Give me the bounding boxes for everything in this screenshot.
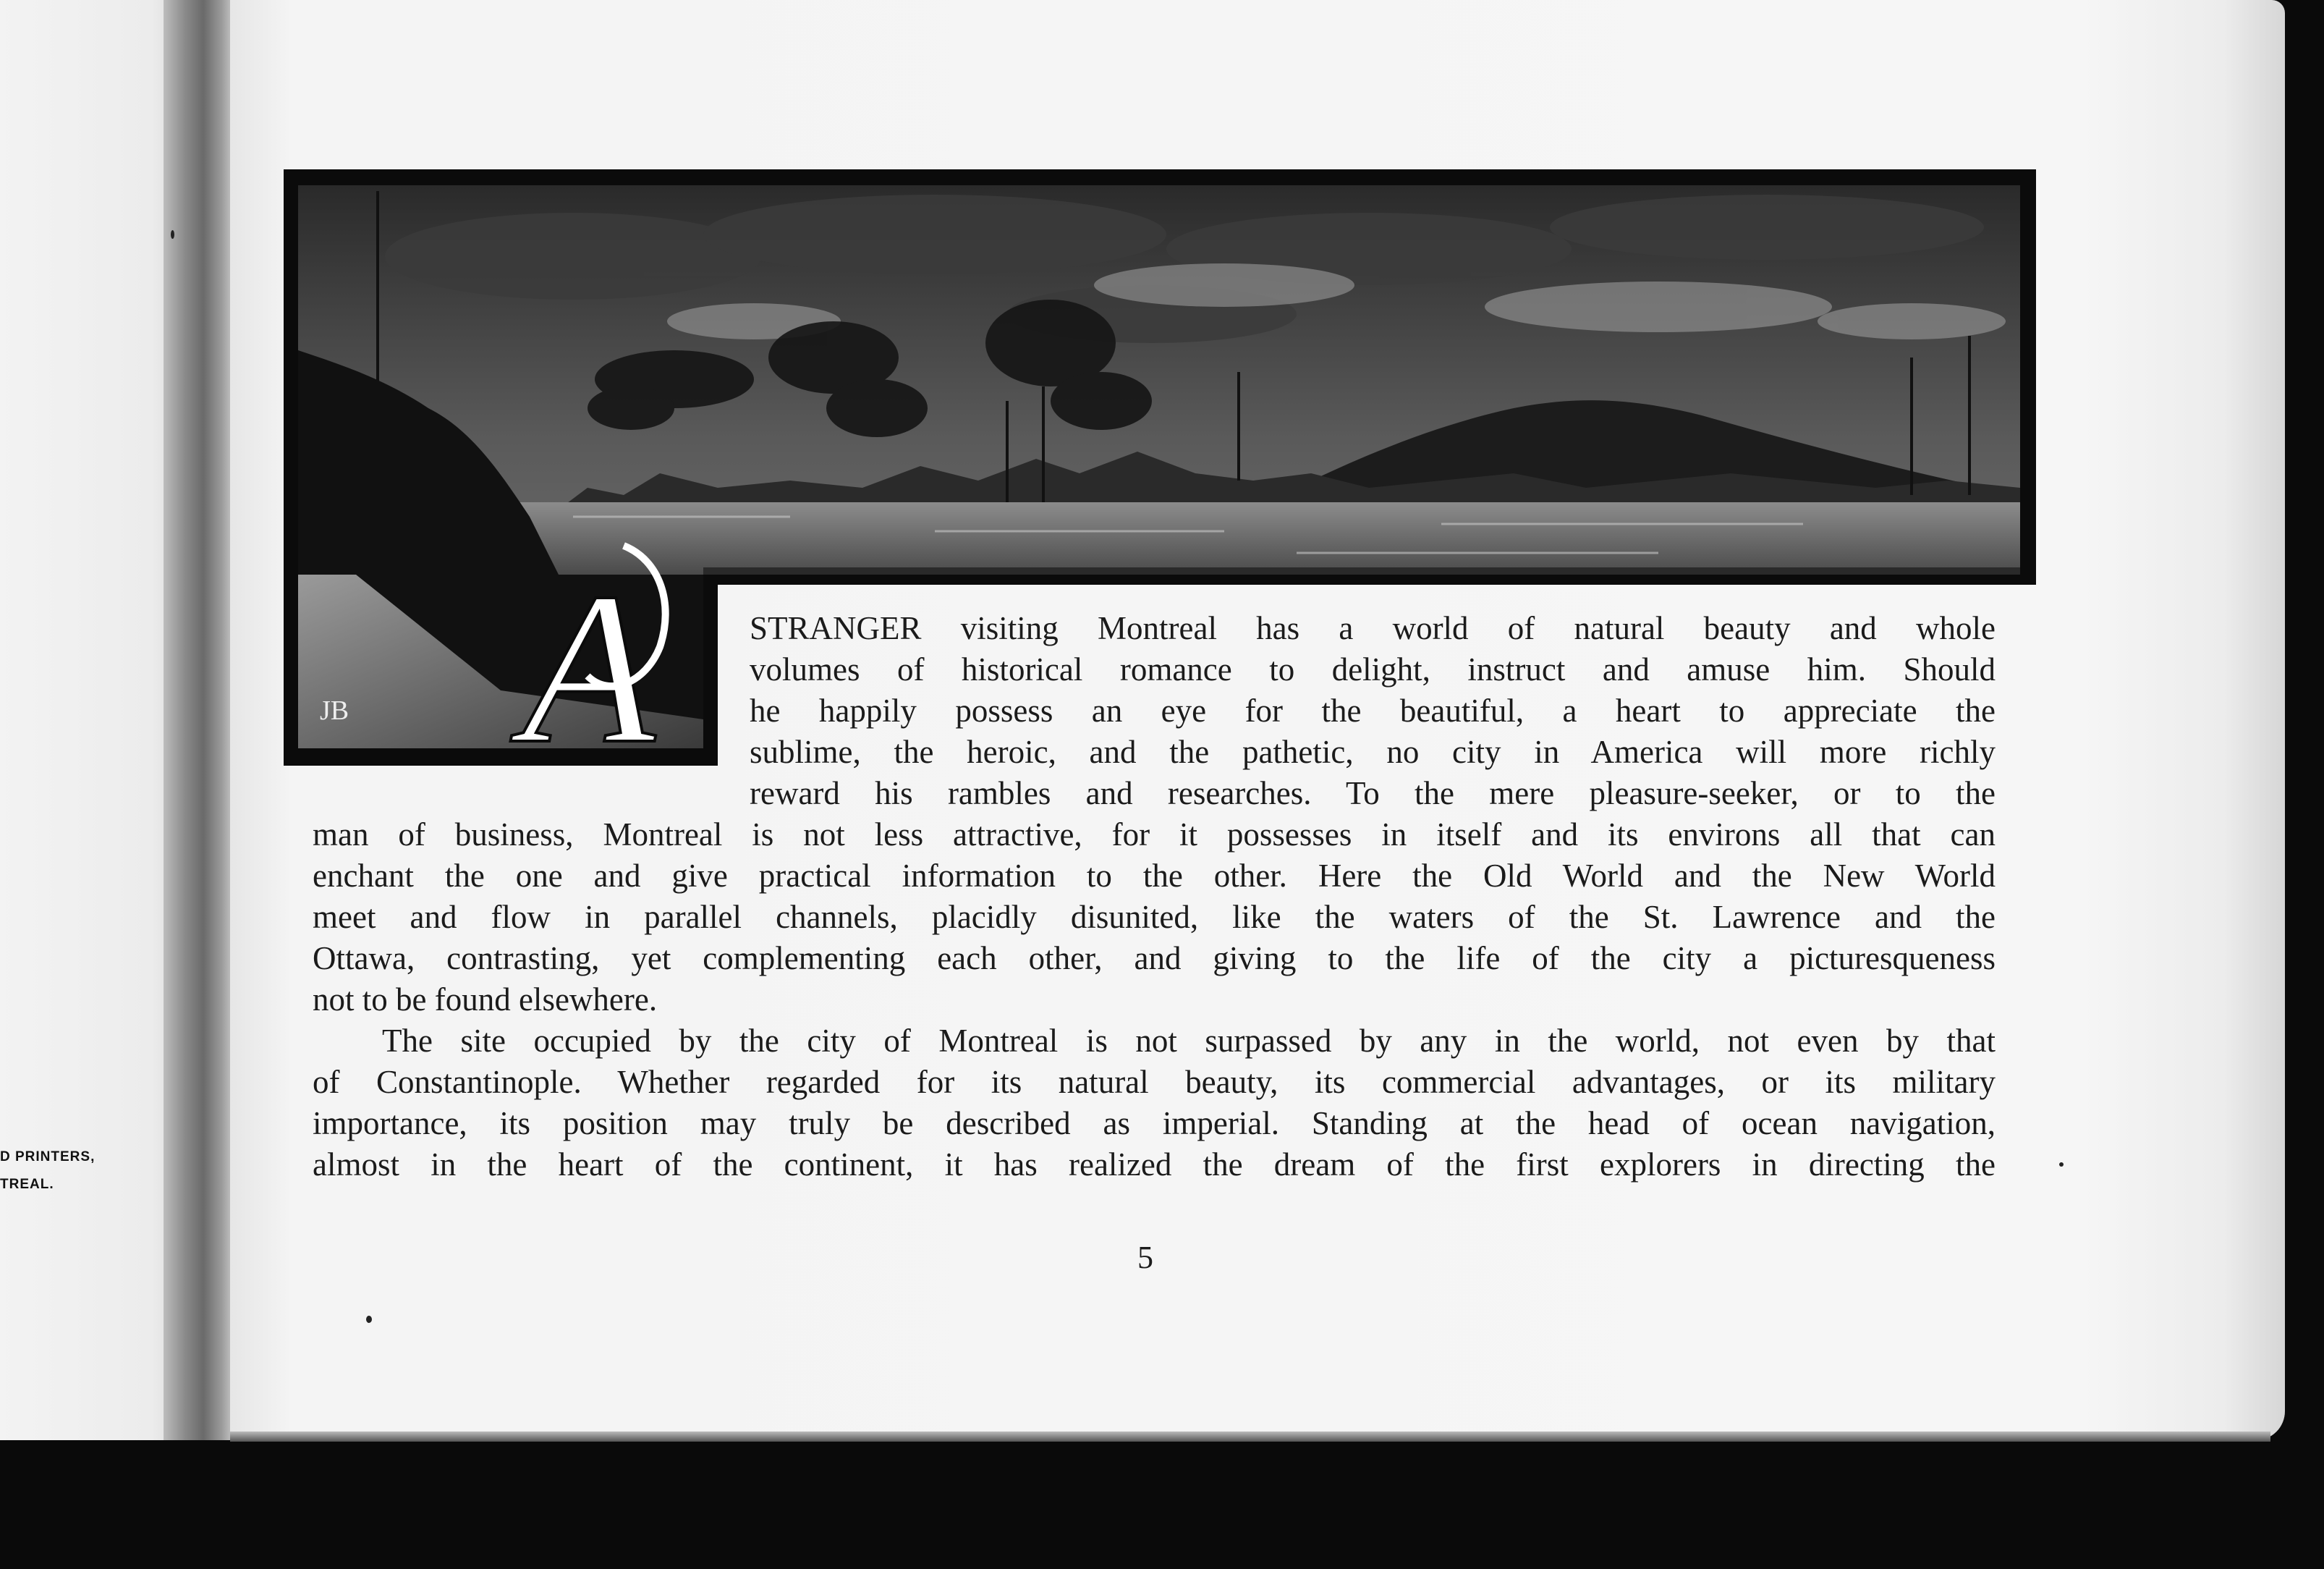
scan-speck [366,1316,372,1323]
text-line: reward his rambles and researches. To the mere pleasure-seeker, or to the [750,775,1996,811]
engraver-monogram: JB [320,695,349,726]
scan-speck [2059,1162,2064,1167]
page-edge [230,1431,2270,1442]
imprint-line: TREAL. [0,1177,54,1192]
text-line: almost in the heart of the continent, it has realized the dream of the first explorers in directing the [313,1146,1996,1183]
book-gutter [164,0,236,1440]
printer-imprint [0,1143,95,1198]
scan-speck [171,230,174,239]
paragraph-2 [313,1020,1996,1185]
text-line: STRANGER visiting Montreal has a world of natural beauty and whole [750,610,1996,646]
text-line: he happily possess an eye for the beautiful, a heart to appreciate the [750,693,1996,729]
text-line: not to be found elsewhere. [313,981,658,1018]
text-line: enchant the one and give practical information to the other. Here the Old World and the New World [313,858,1996,894]
river-water [501,502,2020,575]
text-line: sublime, the heroic, and the pathetic, no city in America will more richly [750,734,1996,770]
text-line: of Constantinople. Whether regarded for its natural beauty, its commercial advantages, or its military [313,1064,1996,1100]
text-line: The site occupied by the city of Montreal is not surpassed by any in the world, not even by that [382,1023,1996,1059]
drop-cap-letter: A [522,548,656,766]
text-line: man of business, Montreal is not less attractive, for it possesses in itself and its environs all that can [313,816,1996,853]
text-line: Ottawa, contrasting, yet complementing each other, and giving to the life of the city a picturesqueness [313,940,1996,976]
text-line: volumes of historical romance to delight, instruct and amuse him. Should [750,651,1996,688]
text-line: meet and flow in parallel channels, placidly disunited, like the waters of the St. Lawrence and the [313,899,1996,935]
page-number: 5 [1137,1240,1153,1275]
text-line: importance, its position may truly be described as imperial. Standing at the head of ocean navigation, [313,1105,1996,1141]
paragraph-1-opening [750,608,1996,814]
paragraph-1-continuation [313,814,1996,1020]
imprint-line: D PRINTERS, [0,1149,96,1164]
